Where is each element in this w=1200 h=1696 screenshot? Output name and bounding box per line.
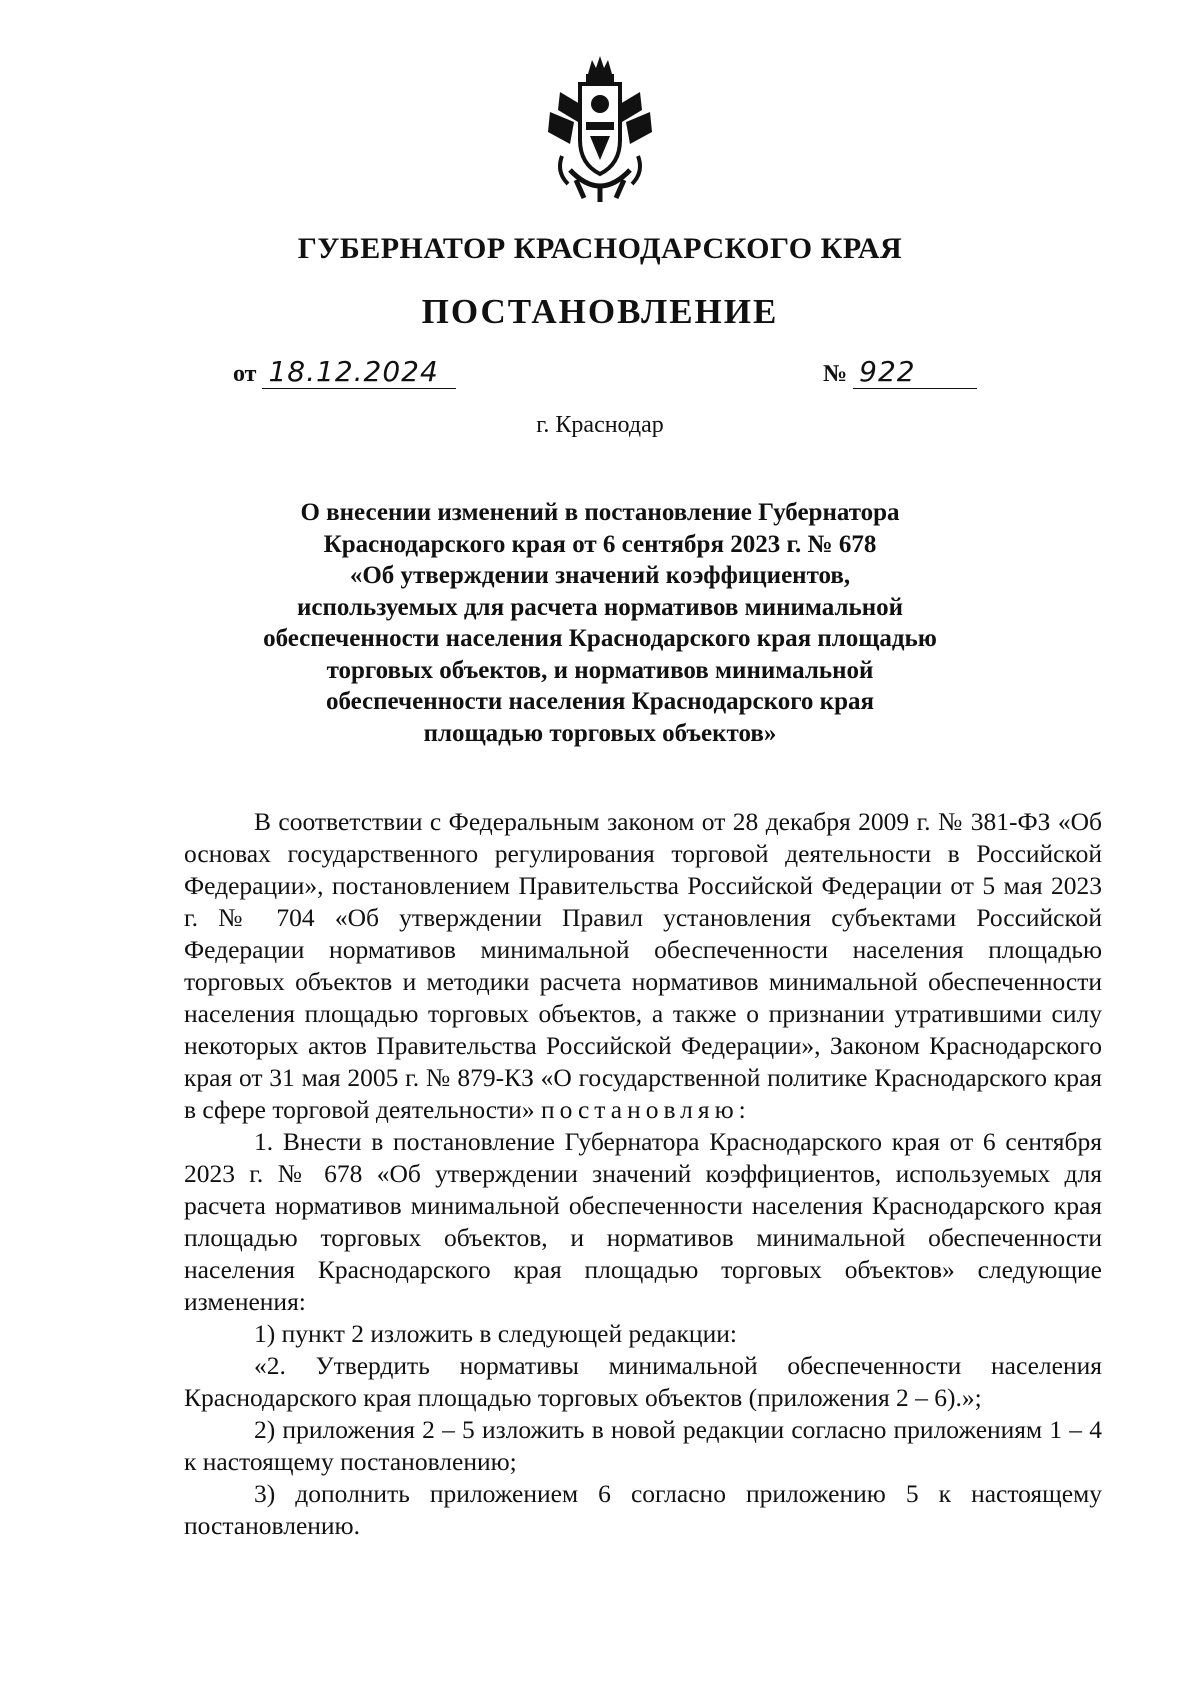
preamble-text: В соответствии с Федеральным законом от 28 декабря 2009 г. № 381-ФЗ «Об основах государственного регулирования торговой деятельности в Российской Федерации», постановлением Правительства Российской Федерации от 5 мая 2023 г. № 704 «Об утверждении Правил установления субъектами Российской Федерации нормативов минимальной обеспеченности населения площадью торговых объектов и методики расчета нормативов минимальной обеспеченности населения площадью торговых объектов, а также о признании утратившими силу некоторых актов Правительства Российской Федерации», Законом Краснодарского края от 31 мая 2005 г. № 879-КЗ «О государственной политике Краснодарского края в сфере торговой деятельности» xyxy=(184,807,1102,1124)
title-line: О внесении изменений в постановление Губернатора xyxy=(300,499,900,526)
body-paragraph: 1. Внести в постановление Губернатора Краснодарского края от 6 сентября 2023 г. № 678 «Об утверждении значений коэффициентов, используемых для расчета нормативов минимальной обеспеченности населения Краснодарского края площадью торговых объектов, и нормативов минимальной обеспеченности населения Краснодарского края площадью торговых объектов» следующие изменения: xyxy=(184,1127,1102,1316)
document-title xyxy=(240,497,960,749)
title-line: используемых для расчета нормативов минимальной xyxy=(296,593,904,621)
number-prefix: № xyxy=(823,361,848,387)
title-line: Краснодарского края от 6 сентября 2023 г. № 678 xyxy=(323,530,877,558)
title-line: обеспеченности населения Краснодарского края площадью xyxy=(263,625,937,652)
date-prefix: от xyxy=(233,361,257,387)
title-line: площадью торговых объектов» xyxy=(423,719,777,747)
title-line: торговых объектов, и нормативов минимальной xyxy=(326,656,874,684)
body-paragraph: 1) пункт 2 изложить в следующей редакции: xyxy=(254,1319,737,1348)
title-line: обеспеченности населения Краснодарского края xyxy=(325,688,875,715)
document-body xyxy=(184,806,1102,1542)
date-value: 18.12.2024 xyxy=(262,357,456,389)
title-line: «Об утверждении значений коэффициентов, xyxy=(349,562,851,589)
body-paragraph: 2) приложения 2 – 5 изложить в новой редакции согласно приложениям 1 – 4 к настоящему постановлению; xyxy=(184,1415,1102,1476)
number-value: 922 xyxy=(853,357,977,389)
issuing-authority: ГУБЕРНАТОР КРАСНОДАРСКОГО КРАЯ xyxy=(297,232,903,265)
city: г. Краснодар xyxy=(536,412,664,438)
preamble-paragraph xyxy=(184,806,1102,1126)
number-line xyxy=(823,357,977,389)
krasnodar-coat-of-arms-icon xyxy=(540,52,660,212)
document-type: ПОСТАНОВЛЕНИЕ xyxy=(421,292,779,331)
body-paragraph: 3) дополнить приложением 6 согласно приложению 5 к настоящему постановлению. xyxy=(184,1479,1102,1540)
date-line xyxy=(233,357,456,389)
decree-word: постановляю: xyxy=(540,1095,751,1124)
body-paragraph: «2. Утвердить нормативы минимальной обеспеченности населения Краснодарского края площадью торговых объектов (приложения 2 – 6).»; xyxy=(184,1351,1102,1412)
